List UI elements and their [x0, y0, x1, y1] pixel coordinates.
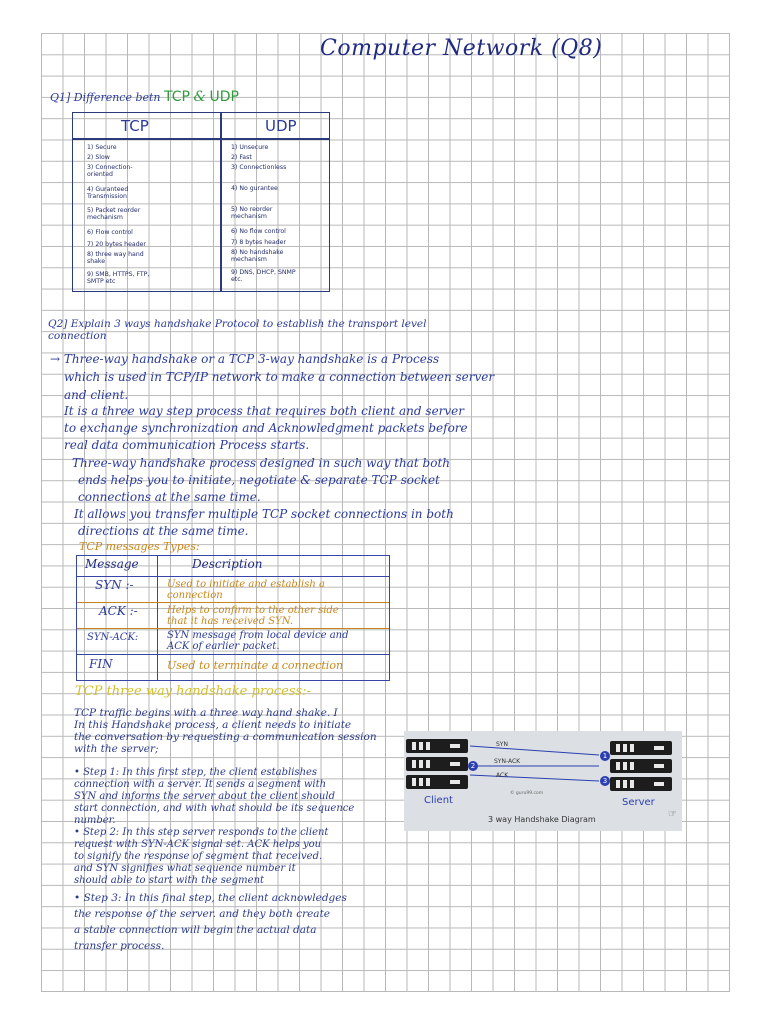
msg-table-row-line — [77, 576, 389, 577]
udp-item: 7) 8 bytes header — [231, 239, 287, 246]
tcp-message-types-label: TCP messages Types: — [79, 540, 200, 553]
step-badge: 3 — [600, 776, 610, 786]
process-step-3: • Step 3: In this final step, the client acknowledges the response of the server. and they both create a stable connection will begin the actual data transfer process. — [74, 892, 347, 952]
watermark-text: © guru99.com — [510, 791, 544, 796]
msg-table-row-line — [77, 628, 389, 629]
msg-row-message: ACK :- — [99, 604, 138, 618]
table-header-divider — [73, 138, 329, 140]
tcp-item: 9) SMB, HTTPS, FTP, SMTP etc — [87, 271, 150, 285]
msg-row-message: SYN-ACK: — [87, 632, 139, 643]
msg-table-row-line — [77, 654, 389, 655]
udp-item: 6) No flow control — [231, 228, 286, 235]
tcp-item: 4) Guranteed Transmission — [87, 186, 129, 200]
answer-line: It is a three way step process that requires both client and server — [64, 404, 465, 418]
udp-column-header: UDP — [265, 117, 297, 135]
answer-line: to exchange synchronization and Acknowledgment packets before — [64, 421, 468, 435]
handshake-diagram — [404, 731, 682, 831]
q1-tcp: TCP — [164, 89, 190, 105]
msg-table-column-divider — [157, 556, 158, 680]
page-title: Computer Network (Q8) — [320, 36, 603, 61]
process-step-2: • Step 2: In this step server responds to the client request with SYN-ACK signal set. ACK helps you to signify the response of segment that received. and SYN signifies what sequence number it should able to start with the segment — [74, 827, 329, 886]
msg-row-description: Helps to confirm to the other side that it has received SYN. — [167, 605, 339, 627]
answer-line: connections at the same time. — [78, 490, 261, 504]
udp-item: 4) No gurantee — [231, 185, 278, 192]
tcp-item: 3) Connection- oriented — [87, 164, 133, 178]
msg-header-description: Description — [192, 557, 263, 571]
tcp-item: 2) Slow — [87, 154, 110, 161]
client-label: Client — [424, 795, 453, 806]
tcp-udp-table — [72, 112, 330, 292]
msg-header-message: Message — [85, 557, 139, 571]
q1-label — [50, 89, 239, 105]
diagram-caption: 3 way Handshake Diagram — [488, 815, 596, 824]
tcp-column-header: TCP — [121, 117, 149, 135]
cursor-icon: ☞ — [668, 809, 677, 820]
answer-line: It allows you transfer multiple TCP socket connections in both — [74, 507, 454, 521]
msg-row-description: Used to initiate and establish a connection — [167, 579, 325, 601]
udp-item: 1) Unsecure — [231, 144, 269, 151]
udp-item: 2) Fast — [231, 154, 252, 161]
msg-row-message: FIN — [89, 657, 113, 671]
answer-line: → Three-way handshake or a TCP 3-way handshake is a Process — [50, 352, 440, 366]
q2-label: Q2] Explain 3 ways handshake Protocol to establish the transport level connection — [48, 318, 427, 342]
process-intro: TCP traffic begins with a three way hand shake. I In this Handshake process, a client needs to initiate the conversation by requesting a communication session with the server; — [74, 707, 377, 755]
answer-line: and client. — [64, 388, 129, 402]
msg-row-description: SYN message from local device and ACK of earlier packet. — [167, 630, 349, 652]
ack-label: ACK — [496, 772, 509, 779]
answer-line: which is used in TCP/IP network to make a connection between server — [64, 370, 495, 384]
syn-arrow — [470, 746, 599, 755]
tcp-message-table — [76, 555, 390, 681]
q1-udp: UDP — [209, 89, 239, 105]
table-column-divider — [220, 113, 222, 291]
tcp-item: 6) Flow control — [87, 229, 133, 236]
step-badge: 1 — [600, 751, 610, 761]
tcp-item: 5) Packet reorder mechanism — [87, 207, 141, 221]
tcp-item: 8) three way hand shake — [87, 251, 144, 265]
answer-line: real data communication Process starts. — [64, 438, 310, 452]
server-label: Server — [622, 797, 655, 808]
tcp-item: 7) 20 bytes header — [87, 241, 146, 248]
msg-row-description: Used to terminate a connection — [167, 659, 344, 672]
syn-label: SYN — [496, 741, 508, 748]
udp-item: 8) No handshake mechanism — [231, 249, 284, 263]
msg-row-message: SYN :- — [95, 578, 134, 592]
answer-line: ends helps you to initiate, negotiate & separate TCP socket — [78, 473, 440, 487]
ack-arrow — [470, 775, 599, 781]
msg-table-row-line — [77, 602, 389, 603]
udp-item: 9) DNS, DHCP, SNMP etc. — [231, 269, 296, 283]
answer-line: directions at the same time. — [78, 524, 249, 538]
syn-ack-label: SYN-ACK — [494, 758, 521, 765]
q1-amp: & — [193, 89, 206, 105]
step-badge: 2 — [468, 761, 478, 771]
udp-item: 5) No reorder mechanism — [231, 206, 273, 220]
process-heading: TCP three way handshake process:- — [75, 684, 311, 699]
udp-item: 3) Connectionless — [231, 164, 287, 171]
process-step-1: • Step 1: In this first step, the client establishes connection with a server. It sends a segment with SYN and informs the server about the client should start connection, and with what should be its sequence number. — [74, 767, 355, 826]
tcp-item: 1) Secure — [87, 144, 117, 151]
answer-line: Three-way handshake process designed in such way that both — [72, 456, 450, 470]
q1-question: Q1] Difference betn — [50, 91, 161, 104]
